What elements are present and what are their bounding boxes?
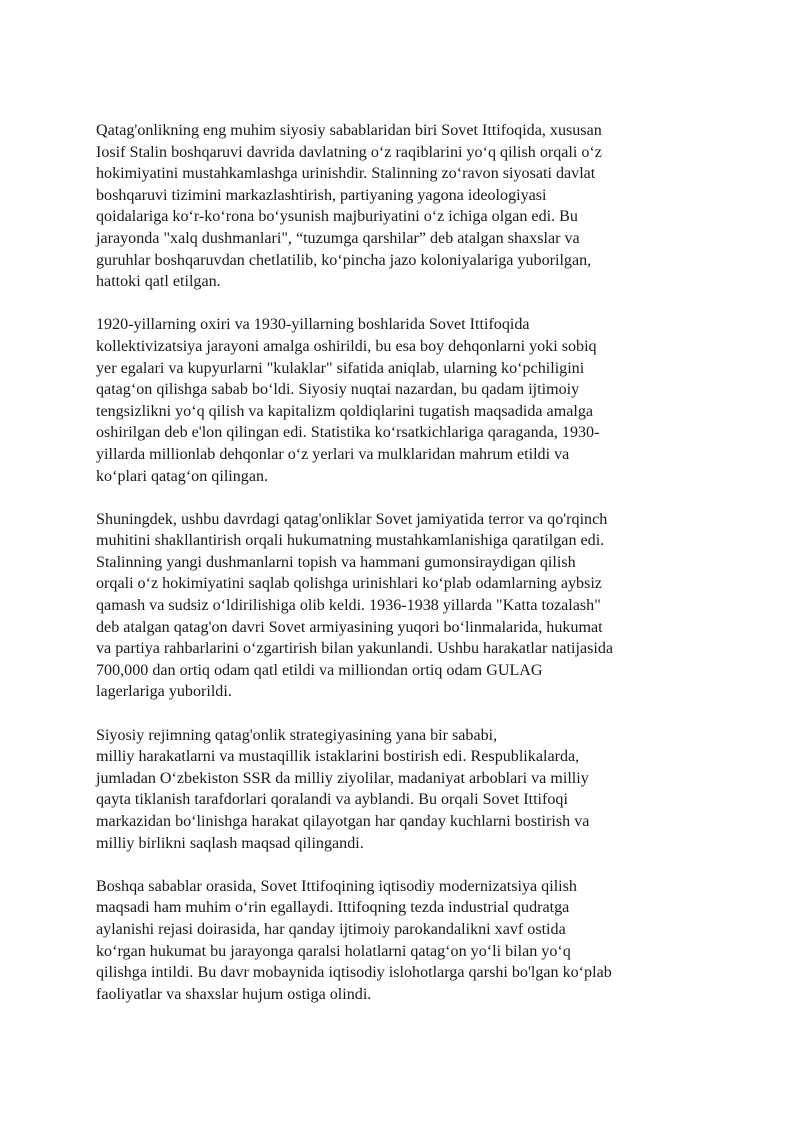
paragraph-1: Qatag'onlikning eng muhim siyosiy sabablaridan biri Sovet Ittifoqida, xususan Iosif Stalin boshqaruvi davrida davlatning oʻz raqiblarini yoʻq qilish orqali oʻz hokimiyatini mustahkamlashga urinishdir. Stalinning zoʻravon siyosati davlat boshqaruvi tizimini markazlashtirish, partiyaning yagona ideologiyasi qoidalariga koʻr-koʻrona boʻysunish majburiyatini oʻz ichiga olgan edi. Bu jarayonda "xalq dushmanlari", “tuzumga qarshilar” deb atalgan shaxslar va guruhlar boshqaruvdan chetlatilib, koʻpincha jazo koloniyalariga yuborilgan, hattoki qatl etilgan. (96, 122, 602, 291)
paragraph-5: Boshqa sabablar orasida, Sovet Ittifoqining iqtisodiy modernizatsiya qilish maqsadi ham muhim oʻrin egallaydi. Ittifoqning tezda industrial qudratga aylanishi rejasi doirasida, har qanday ijtimoiy parokandalikni xavf ostida koʻrgan hukumat bu jarayonga qaralsi holatlarni qatagʻon yoʻli bilan yoʻq qilishga intildi. Bu davr mobaynida iqtisodiy islohotlarga qarshi bo'lgan koʻplab faoliyatlar va shaxslar hujum ostiga olindi. (96, 877, 612, 1003)
paragraph-4: Siyosiy rejimning qatag'onlik strategiyasining yana bir sababi, milliy harakatlarni va mustaqillik istaklarini bostirish edi. Respublikalarda, jumladan Oʻzbekiston SSR da milliy ziyolilar, madaniyat arboblari va milliy qayta tiklanish tarafdorlari qoralandi va ayblandi. Bu orqali Sovet Ittifoqi markazidan boʻlinishga harakat qilayotgan har qanday kuchlarni bostirish va milliy birlikni saqlash maqsad qilingandi. (96, 726, 590, 852)
paragraph-3: Shuningdek, ushbu davrdagi qatag'onliklar Sovet jamiyatida terror va qo'rqinch muhitini shakllantirish orqali hukumatning mustahkamlanishiga qaratilgan edi. Stalinning yangi dushmanlarni topish va hammani gumonsiraydigan qilish orqali oʻz hokimiyatini saqlab qolishga urinishlari koʻplab odamlarning aybsiz qamash va sudsiz oʻldirilishiga olib keldi. 1936-1938 yillarda "Katta tozalash" deb atalgan qatag'on davri Sovet armiyasining yuqori boʻlinmalarida, hukumat va partiya rahbarlarini oʻzgartirish bilan yakunlandi. Ushbu harakatlar natijasida 700,000 dan ortiq odam qatl etildi va milliondan ortiq odam GULAG lagerlariga yuborildi. (96, 510, 614, 701)
document-body (96, 120, 704, 1027)
paragraph-2: 1920-yillarning oxiri va 1930-yillarning boshlarida Sovet Ittifoqida kollektivizatsiya jarayoni amalga oshirildi, bu esa boy dehqonlarni yoki sobiq yer egalari va kupyurlarni "kulaklar" sifatida aniqlab, ularning koʻpchiligini qatagʻon qilishga sabab boʻldi. Siyosiy nuqtai nazardan, bu qadam ijtimoiy tengsizlikni yoʻq qilish va kapitalizm qoldiqlarini tugatish maqsadida amalga oshirilgan deb e'lon qilingan edi. Statistika koʻrsatkichlariga qaraganda, 1930- yillarda millionlab dehqonlar oʻz yerlari va mulklaridan mahrum etildi va koʻplari qatagʻon qilingan. (96, 316, 600, 485)
